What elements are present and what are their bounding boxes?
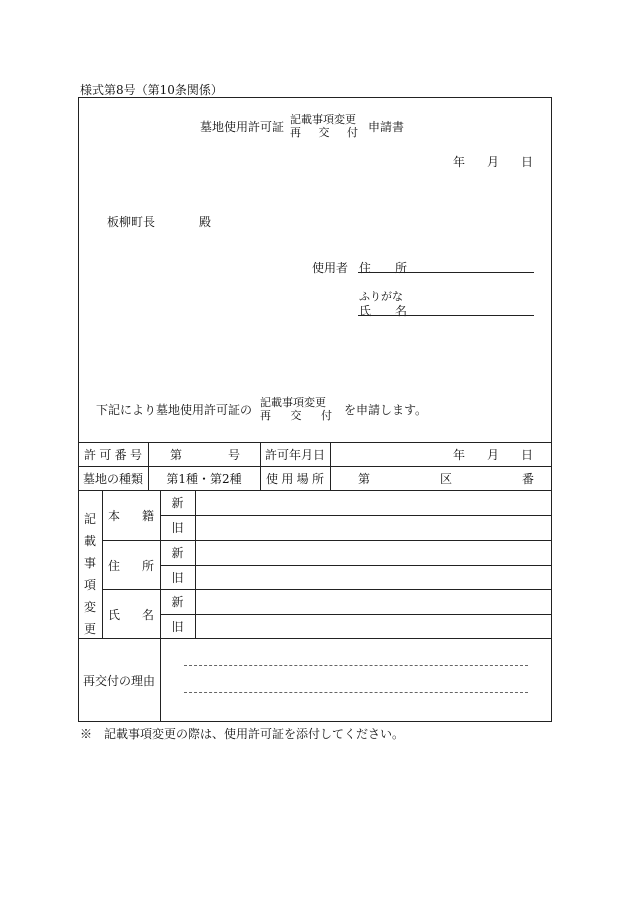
table-divider [330,442,331,490]
address-new-label: 新 [171,546,184,560]
addressee-name: 板柳町長 [107,215,156,229]
address-label: 住 所 [359,261,408,275]
application-date: 年 月 日 [453,155,533,169]
name-label: 氏 名 [359,304,408,318]
changes-section-label: 記 載 事 項 変 更 [83,512,96,636]
grave-type-field[interactable]: 第1種・第2種 [166,471,242,486]
grave-type-label: 墓地の種類 [82,471,143,486]
statement-option-change: 記載事項変更 [260,396,326,409]
applicant-label: 使用者 [312,261,349,275]
title-option-change: 記載事項変更 [290,113,356,126]
addressee-honorific: 殿 [199,215,212,229]
permit-number-field[interactable]: 第 号 [170,447,240,462]
name-old-label: 旧 [171,619,184,634]
honseki-new-field[interactable] [196,491,551,514]
title-option-reissue: 再 交 付 [290,126,358,139]
honseki-old-field[interactable] [196,516,551,539]
changes-divider [102,490,103,638]
name-new-field[interactable] [196,590,551,613]
statement-option-reissue: 再 交 付 [260,409,332,422]
furigana-label: ふりがな [359,290,403,303]
location-field[interactable]: 第 区 番 [358,471,534,486]
reissue-reason-label: 再交付の理由 [82,673,155,688]
name-new-label: 新 [171,595,184,609]
location-label: 使 用 場 所 [266,471,324,486]
footnote: ※ 記載事項変更の際は、使用許可証を添付してください。 [80,727,405,741]
address-old-field[interactable] [196,566,551,588]
permit-date-label: 許可年月日 [264,447,325,462]
name-change-label: 氏 名 [108,607,154,622]
title-suffix: 申請書 [368,120,405,134]
honseki-new-label: 新 [171,496,184,510]
name-line[interactable] [358,315,534,316]
reissue-reason-line[interactable] [184,692,528,693]
title-prefix: 墓地使用許可証 [200,120,285,134]
honseki-label: 本 籍 [108,508,154,523]
address-change-label: 住 所 [108,558,154,573]
permit-number-label: 許 可 番 号 [84,447,142,462]
honseki-old-label: 旧 [171,521,184,535]
reissue-reason-line[interactable] [184,665,528,666]
permit-date-field[interactable]: 年 月 日 [453,447,533,462]
name-old-field[interactable] [196,615,551,637]
form-number-label: 様式第8号（第10条関係） [80,83,223,97]
address-new-field[interactable] [196,541,551,564]
statement-prefix: 下記により墓地使用許可証の [96,403,253,417]
address-old-label: 旧 [171,570,184,585]
address-line[interactable] [358,272,534,273]
statement-suffix: を申請します。 [344,403,428,417]
